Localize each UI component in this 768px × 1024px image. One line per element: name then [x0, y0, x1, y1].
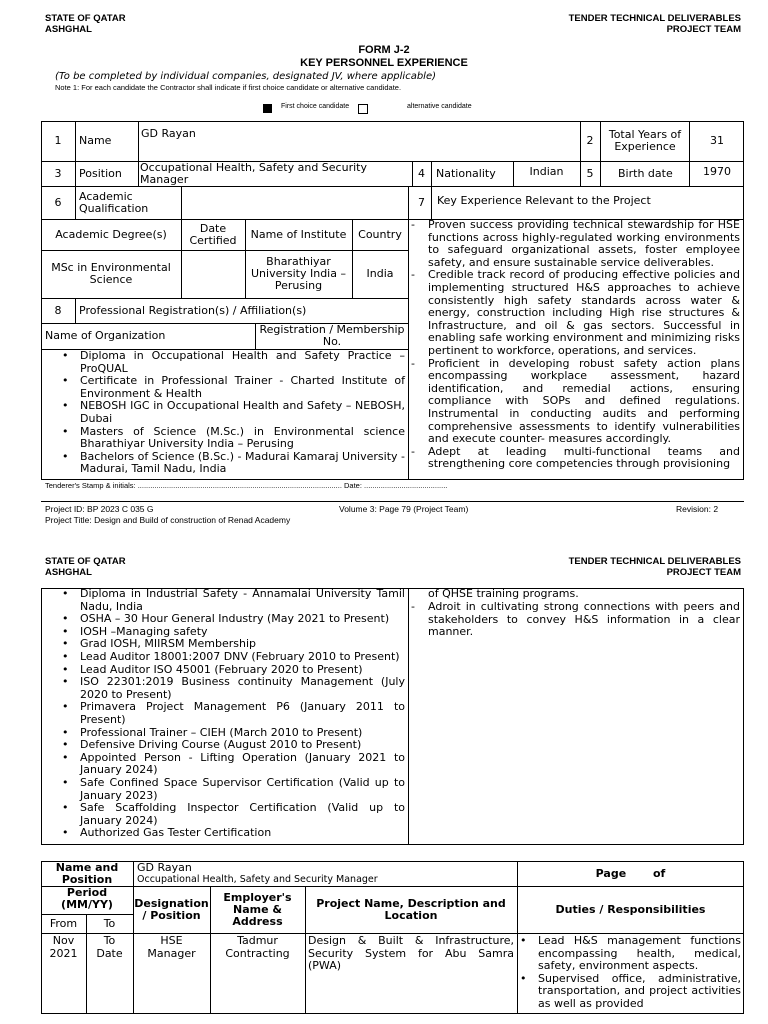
duties-header: Duties / Responsibilities: [555, 902, 706, 916]
team-label: PROJECT TEAM: [666, 24, 741, 35]
total-years-label: Total Years of Experience: [608, 128, 682, 153]
list-item: • ISO 22301:2019 Business continuity Management (July 2020 to Present): [42, 676, 405, 701]
state-label: STATE OF QATAR: [45, 556, 126, 567]
row-number-6: 6: [54, 195, 62, 209]
row-number-2: 2: [586, 134, 594, 147]
registration-header: Registration / Membership No.: [259, 323, 405, 348]
nationality-value: Indian: [529, 165, 564, 178]
exp-name-value: GD Rayan: [137, 861, 192, 874]
name-label: Name: [79, 134, 112, 147]
deliverables-label: TENDER TECHNICAL DELIVERABLES: [568, 13, 741, 24]
list-item: - Proven success providing technical stewardship for HSE functions across highly-regulated working environments to safeguard organizational assets, foster employee safety, and ensure sustainable service deliverables.: [409, 219, 740, 269]
degree-header: Academic Degree(s): [55, 227, 167, 241]
project-id: Project ID: BP 2023 C 035 G: [45, 504, 154, 514]
duties-list: [517, 935, 741, 1011]
to-value: To Date: [96, 934, 123, 960]
page-of-label: Page of: [595, 866, 666, 880]
row-number-3: 3: [54, 166, 62, 180]
list-item: • Bachelors of Science (B.Sc.) - Madurai Kamaraj University - Madurai, Tamil Nadu, India: [42, 451, 405, 476]
agency-label: ASHGHAL: [45, 24, 92, 35]
certifications-list-continued: [42, 588, 405, 840]
list-item: - Proficient in developing robust safety action plans encompassing workplace assessment, hazard identification, and remedial actions, ensuring compliance with SOPs and defined regulations. Instrumental in conducting audits and performing comprehensive assessments to identify vulnerabilities and execute counter- measures accordingly.: [409, 358, 740, 446]
row-number-5: 5: [586, 166, 594, 180]
key-experience-list: [409, 219, 740, 479]
revision: Revision: 2: [676, 504, 719, 514]
list-item: • Appointed Person - Lifting Operation (January 2021 to January 2024): [42, 752, 405, 777]
deliverables-label: TENDER TECHNICAL DELIVERABLES: [568, 556, 741, 567]
header-left: [45, 13, 126, 35]
first-choice-checkbox[interactable]: [263, 104, 272, 113]
row-number-8: 8: [54, 303, 62, 317]
date-certified-header: Date Certified: [189, 221, 237, 247]
designation-header: Designation / Position: [134, 896, 209, 922]
list-item: • Supervised office, administrative, transportation, and project activities as well as provided: [520, 971, 741, 1010]
country-value: India: [366, 267, 394, 280]
exp-position-value: Occupational Health, Safety and Security Manager: [137, 874, 378, 885]
form-title-block: [0, 44, 768, 70]
institute-header: Name of Institute: [250, 227, 347, 241]
total-years-value: 31: [710, 134, 724, 147]
professional-registration-label: Professional Registration(s) / Affiliation(s): [79, 303, 307, 317]
employer-header: Employer's Name & Address: [223, 890, 292, 928]
state-label: STATE OF QATAR: [45, 13, 126, 24]
volume-page: Volume 3: Page 79 (Project Team): [339, 504, 469, 514]
list-item: • Lead Auditor ISO 45001 (February 2020 to Present): [42, 664, 405, 677]
period-header: Period (MM/YY): [61, 886, 113, 911]
key-experience-list-continued: [409, 601, 740, 639]
list-item: • Certificate in Professional Trainer - Charted Institute of Environment & Health: [42, 375, 405, 400]
list-item: • Safe Confined Space Supervisor Certification (Valid up to January 2023): [42, 777, 405, 802]
list-item: • Safe Scaffolding Inspector Certification (Valid up to January 2024): [42, 802, 405, 827]
institute-value: Bharathiyar University India – Perusing: [251, 255, 346, 292]
list-item: • Lead H&S management functions encompassing health, medical, safety, environment aspects.: [520, 934, 741, 973]
agency-label: ASHGHAL: [45, 567, 92, 578]
list-item: • Authorized Gas Tester Certification: [42, 827, 405, 840]
birth-label: Birth date: [618, 166, 673, 180]
country-header: Country: [358, 227, 402, 241]
form-title: KEY PERSONNEL EXPERIENCE: [300, 57, 468, 69]
row-number-1: 1: [54, 134, 62, 147]
qualification-label: Academic Qualification: [79, 189, 149, 215]
birth-value: 1970: [703, 165, 731, 178]
alternative-checkbox[interactable]: [358, 104, 368, 114]
list-item: • Professional Trainer – CIEH (March 2010 to Present): [42, 727, 405, 740]
header-left-page2: [45, 556, 126, 578]
list-item: - Credible track record of producing effective policies and implementing structured H&S approaches to achieve consistently high safety standards across water & energy, construction including High rise structures & Infrastructure, and oil & gas sectors. Successful in enabling safe working environment and minimizing risks pertinent to workforce, operations, and services.: [409, 269, 740, 357]
from-header: From: [49, 916, 78, 930]
nationality-label: Nationality: [436, 166, 496, 180]
list-item: • IOSH –Managing safety: [42, 626, 405, 639]
form-number: FORM J-2: [358, 44, 410, 56]
list-item: • Diploma in Industrial Safety - Annamalai University Tamil Nadu, India: [42, 588, 405, 613]
key-experience-label: Key Experience Relevant to the Project: [437, 194, 651, 207]
to-header: To: [103, 916, 116, 930]
form-note: Note 1: For each candidate the Contractor shall indicate if first choice candidate or alternative candidate.: [55, 83, 402, 92]
project-title: Project Title: Design and Build of construction of Renad Academy: [45, 515, 291, 525]
organization-header: Name of Organization: [45, 329, 166, 342]
certifications-list: [42, 350, 405, 476]
header-right-page2: [569, 556, 741, 578]
key-experience-continued: of QHSE training programs.: [428, 587, 579, 600]
form-subtitle: (To be completed by individual companies, designated JV, where applicable): [55, 71, 437, 82]
team-label: PROJECT TEAM: [666, 567, 741, 578]
header-right: [569, 13, 741, 35]
position-label: Position: [79, 166, 122, 180]
row-number-7: 7: [418, 195, 425, 209]
stamp-line: Tenderer's Stamp & initials: .................................................................................................. Date: ........................................: [45, 481, 448, 490]
list-item: • OSHA – 30 Hour General Industry (May 2021 to Present): [42, 613, 405, 626]
list-item: • Masters of Science (M.Sc.) in Environmental science Bharathiyar University India – Perusing: [42, 426, 405, 451]
project-header: Project Name, Description and Location: [316, 896, 506, 922]
list-item: • Primavera Project Management P6 (January 2011 to Present): [42, 701, 405, 726]
from-value: Nov 2021: [49, 934, 78, 960]
project-value: Design & Built & Infrastructure, Security System for Abu Samra (PWA): [308, 934, 514, 973]
row-number-4: 4: [418, 166, 425, 180]
list-item: • Lead Auditor 18001:2007 DNV (February 2010 to Present): [42, 651, 405, 664]
name-position-header: Name and Position: [55, 861, 119, 886]
list-item: - Adroit in cultivating strong connections with peers and stakeholders to convey H&S information in a clear manner.: [409, 601, 740, 639]
degree-value: MSc in Environmental Science: [51, 261, 171, 286]
position-value: Occupational Health, Safety and Security Manager: [140, 160, 367, 186]
designation-value: HSE Manager: [147, 934, 196, 960]
list-item: • NEBOSH IGC in Occupational Health and Safety – NEBOSH, Dubai: [42, 400, 405, 425]
list-item: - Adept at leading multi-functional teams and strengthening core competencies through provisioning: [409, 446, 740, 471]
list-item: • Diploma in Occupational Health and Safety Practice – ProQUAL: [42, 350, 405, 375]
name-value: GD Rayan: [141, 127, 196, 140]
alternative-label: alternative candidate: [407, 103, 472, 110]
first-choice-label: First choice candidate: [281, 103, 350, 110]
employer-value: Tadmur Contracting: [225, 934, 290, 960]
list-item: • Defensive Driving Course (August 2010 to Present): [42, 739, 405, 752]
list-item: • Grad IOSH, MIIRSM Membership: [42, 638, 405, 651]
